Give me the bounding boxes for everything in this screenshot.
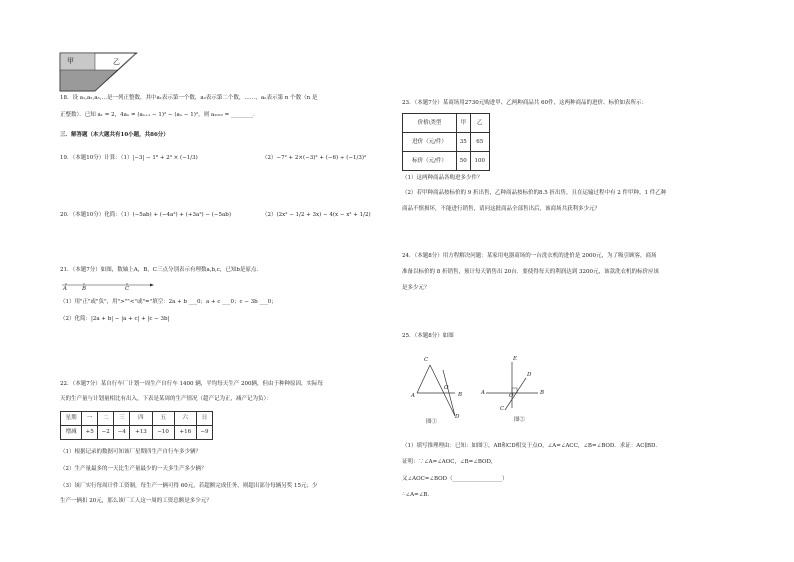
fig2-caption: 图② [514,417,526,423]
q23-header: 甲 [457,114,471,133]
q25-proof-line3: ∴∠A=∠B． [402,492,433,498]
q22-value: +16 [174,426,196,440]
q19-part1: 19．（本题10分）计算：（1）|−3| − 1⁸ + 2³ × (−1/3) [60,155,198,161]
q24-line2: 准备以标价的 8 折销售，预计每天销售出 20台．要使得每天的利润达到 3200元，该款洗衣机的标价应该 [402,269,659,275]
q25-proof-line2: 又∠AOC=∠BOD（__________________） [402,476,508,482]
fig1-label-c: C [424,357,429,363]
section-3-heading: 三．解答题（本大题共有10小题，共86分） [60,132,169,138]
q21-part1: （1）用"正"或"负"，用">""<"或"="填空：2a + b ___0；a + c ___0；c − 3b ___0； [60,299,277,305]
q22-value: −2 [98,426,114,440]
q18-line1: 18．设 a₁,a₂,a₃,…是一列正整数，其中a₁表示第一个数，a₂表示第二个数，……，aₙ表示第 n 个数（n 是 [60,95,318,101]
q22-value: −4 [114,426,130,440]
q23-header: 价格\类型 [403,114,457,133]
fig1-label-b: B [458,392,463,398]
q23-sub2b: 商品不慎损坏，不能进行销售，请问这批商品全部售出后，该商场共获利多少元？ [402,206,601,212]
q21-part2: （2）化简：|2a + b| − |a + c| + |c − 3b| [60,316,170,322]
q22-line2: 天的生产量与计划量相比有出入，下表是某周的生产情况（超产记为正，减产记为负）： [60,396,272,402]
q22-header: 日 [196,412,212,426]
q22-value: +13 [130,426,152,440]
fig1-label-a: A [411,393,415,399]
q22-sub1: （1）根据记录的数据可知该厂星期四生产自行车多少辆？ [60,449,202,455]
fig1-caption: 图① [426,419,438,425]
q22-header: 四 [130,412,152,426]
q22-header: 二 [98,412,114,426]
q23-cell: 65 [470,133,489,152]
q22-header: 三 [114,412,130,426]
q23-row-label: 标价（元/件） [403,152,457,171]
point-a-label: A [63,286,67,292]
q25-intro: 25．（本题8分）如图 [402,333,454,339]
fig2-label-b: B [540,390,545,396]
q23-intro: 23．（本题7分）某商场用2730元购进甲、乙两种商品共 60件，这两种商品的进价、标价如表所示： [402,100,647,106]
q22-sub3b: 生产一辆扣 20元，那么该厂工人这一周的工资总额是多少元？ [60,498,212,504]
q22-sub2: （2）生产量最多的一天比生产量最少的一天多生产多少辆？ [60,466,207,472]
q25-proof-line1: 证明：∵∠A=∠AOC，∠B=∠BOD， [402,459,497,465]
q20-part1: 20．（本题10分）化简：（1）(−5ab) + (−4a²) + (+3a²) − (−5ab) [60,212,231,218]
q23-sub2a: （2）若甲种商品按标价的 9 折出售，乙种商品按标价的8.5 折出售，且在运输过程中有 2 件甲种、1 件乙种 [402,190,667,196]
fig1-label-d: D [455,414,460,420]
fig2-label-d: D [527,372,532,378]
q22-row-label: 增减 [61,426,82,440]
q21-intro: 21．（本题7分）如图，数轴上A，B，C三点分别表示有理数a,b,c，已知b是原点． [60,267,262,273]
q23-cell: 50 [457,152,471,171]
q22-sub3a: （3）该厂实行每周计件工资制，每生产一辆可得 60元，若超额完成任务，则超出部分每辆另奖 15元；少 [60,483,318,489]
q23-header: 乙 [470,114,489,133]
q25-proof-intro: （1）填写推理理由：已知：如图①，AB和CD相交于点O，∠A=∠ACC，∠B=∠BOD．求证：AC∥BD． [402,443,661,449]
q22-header: 星期 [61,412,82,426]
fig2-label-o: O [509,393,514,399]
q22-header: 六 [174,412,196,426]
fig2-label-c: C [500,406,505,412]
q18-line2: 正整数）．已知 a₁ = 2，4aₙ = (aₙ₊₁ − 1)² − (aₙ − 1)²，则 a₂₀₂₂ = ________． [60,112,259,118]
q19-part2: （2）−7² + 2×(−3)² + (−6) ÷ (−1/3)² [262,155,367,161]
q23-cell: 100 [470,152,489,171]
q22-value: −10 [152,426,174,440]
q22-header: 一 [82,412,98,426]
q22-value: −9 [196,426,212,440]
fig2-label-e: E [513,356,518,362]
q23-cell: 35 [457,133,471,152]
point-b-label: B [82,286,87,292]
q24-line1: 24．（本题8分）用方程解决问题：某家用电器商场的一台洗衣机的进价是 2000元，为了吸引顾客，商场 [402,253,657,259]
q20-part2: （2）(2x² − 1/2 + 3x) − 4(x − x² + 1/2) [262,212,371,218]
q23-sub1: （1）这两种商品各购进多少件？ [402,175,483,181]
point-c-label: C [125,286,130,292]
q22-value: +5 [82,426,98,440]
label-yi: 乙 [113,58,120,66]
q24-line3: 是多少元？ [402,285,430,291]
fig2-label-a: A [481,390,485,396]
q22-header: 五 [152,412,174,426]
q23-row-label: 进价（元/件） [403,133,457,152]
q22-line1: 22．（本题7分）某自行车厂计划一周生产自行车 1400 辆，平均每天生产 200辆，但由于种种原因，实际每 [60,381,323,387]
fig1-label-o: O [444,385,449,391]
label-jia: 甲 [67,57,74,65]
